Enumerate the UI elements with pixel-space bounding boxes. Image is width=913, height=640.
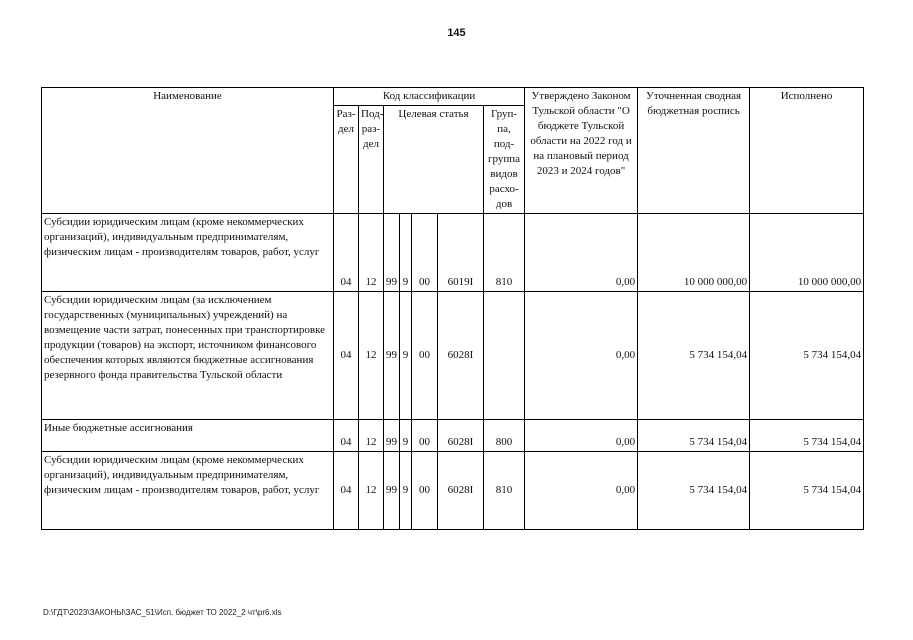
header-executed: Исполнено [750,88,864,214]
row-target-2: 9 [400,452,412,530]
row-target-4: 6028I [438,292,484,420]
row-target-2: 9 [400,292,412,420]
row-subsection: 12 [359,420,384,452]
row-subsection: 12 [359,452,384,530]
row-target-1: 99 [384,452,400,530]
row-approved: 0,00 [525,452,638,530]
row-refined: 5 734 154,04 [638,452,750,530]
row-section: 04 [334,420,359,452]
table-row [42,292,864,420]
row-refined: 10 000 000,00 [638,214,750,292]
row-refined: 5 734 154,04 [638,420,750,452]
row-expense [484,292,525,420]
row-expense: 810 [484,452,525,530]
row-section: 04 [334,452,359,530]
row-target-3: 00 [412,292,438,420]
row-target-2: 9 [400,420,412,452]
row-approved: 0,00 [525,292,638,420]
row-name: Иные бюджетные ассигнования [42,420,334,452]
row-target-4: 6028I [438,420,484,452]
row-target-3: 00 [412,452,438,530]
row-approved: 0,00 [525,420,638,452]
row-target-3: 00 [412,214,438,292]
header-expense-group: Груп-па, под-группа видов расхо-дов [484,106,525,214]
header-name: Наименование [42,88,334,214]
page-number: 145 [447,27,466,39]
row-target-1: 99 [384,214,400,292]
header-code-group: Код классификации [334,88,525,106]
header-section: Раз-дел [334,106,359,214]
footer-file-path: D:\ГДТ\2023\ЗАКОНЫ\ЗАС_51\Исп. бюджет ТО 2022_2 чт\pr6.xls [43,608,282,617]
row-approved: 0,00 [525,214,638,292]
row-executed: 5 734 154,04 [750,452,864,530]
budget-table [41,87,864,530]
row-subsection: 12 [359,292,384,420]
row-section: 04 [334,214,359,292]
row-name: Субсидии юридическим лицам (за исключением государственных (муниципальных) учреждений) на возмещение части затрат, понесенных при транспортировке продукции (товаров) на экспорт, источником финансового обеспечения которых являются бюджетные ассигнования резервного фонда правительства Тульской области [42,292,334,420]
row-target-2: 9 [400,214,412,292]
table-row [42,452,864,530]
row-target-1: 99 [384,292,400,420]
table-row [42,214,864,292]
row-section: 04 [334,292,359,420]
row-name: Субсидии юридическим лицам (кроме некоммерческих организаций), индивидуальным предпринимателям, физическим лицам - производителям товаров, работ, услуг [42,452,334,530]
row-refined: 5 734 154,04 [638,292,750,420]
row-expense: 800 [484,420,525,452]
row-expense: 810 [484,214,525,292]
table-row [42,420,864,452]
header-row-1 [42,88,864,106]
row-target-4: 6028I [438,452,484,530]
row-target-3: 00 [412,420,438,452]
row-target-4: 6019I [438,214,484,292]
row-name: Субсидии юридическим лицам (кроме некоммерческих организаций), индивидуальным предпринимателям, физическим лицам - производителям товаров, работ, услуг [42,214,334,292]
header-approved: Утверждено Законом Тульской области "О бюджете Тульской области на 2022 год и на плановый период 2023 и 2024 годов" [525,88,638,214]
row-executed: 10 000 000,00 [750,214,864,292]
header-target: Целевая статья [384,106,484,214]
row-executed: 5 734 154,04 [750,292,864,420]
row-subsection: 12 [359,214,384,292]
header-subsection: Под-раз-дел [359,106,384,214]
row-target-1: 99 [384,420,400,452]
row-executed: 5 734 154,04 [750,420,864,452]
header-refined: Уточненная сводная бюджетная роспись [638,88,750,214]
